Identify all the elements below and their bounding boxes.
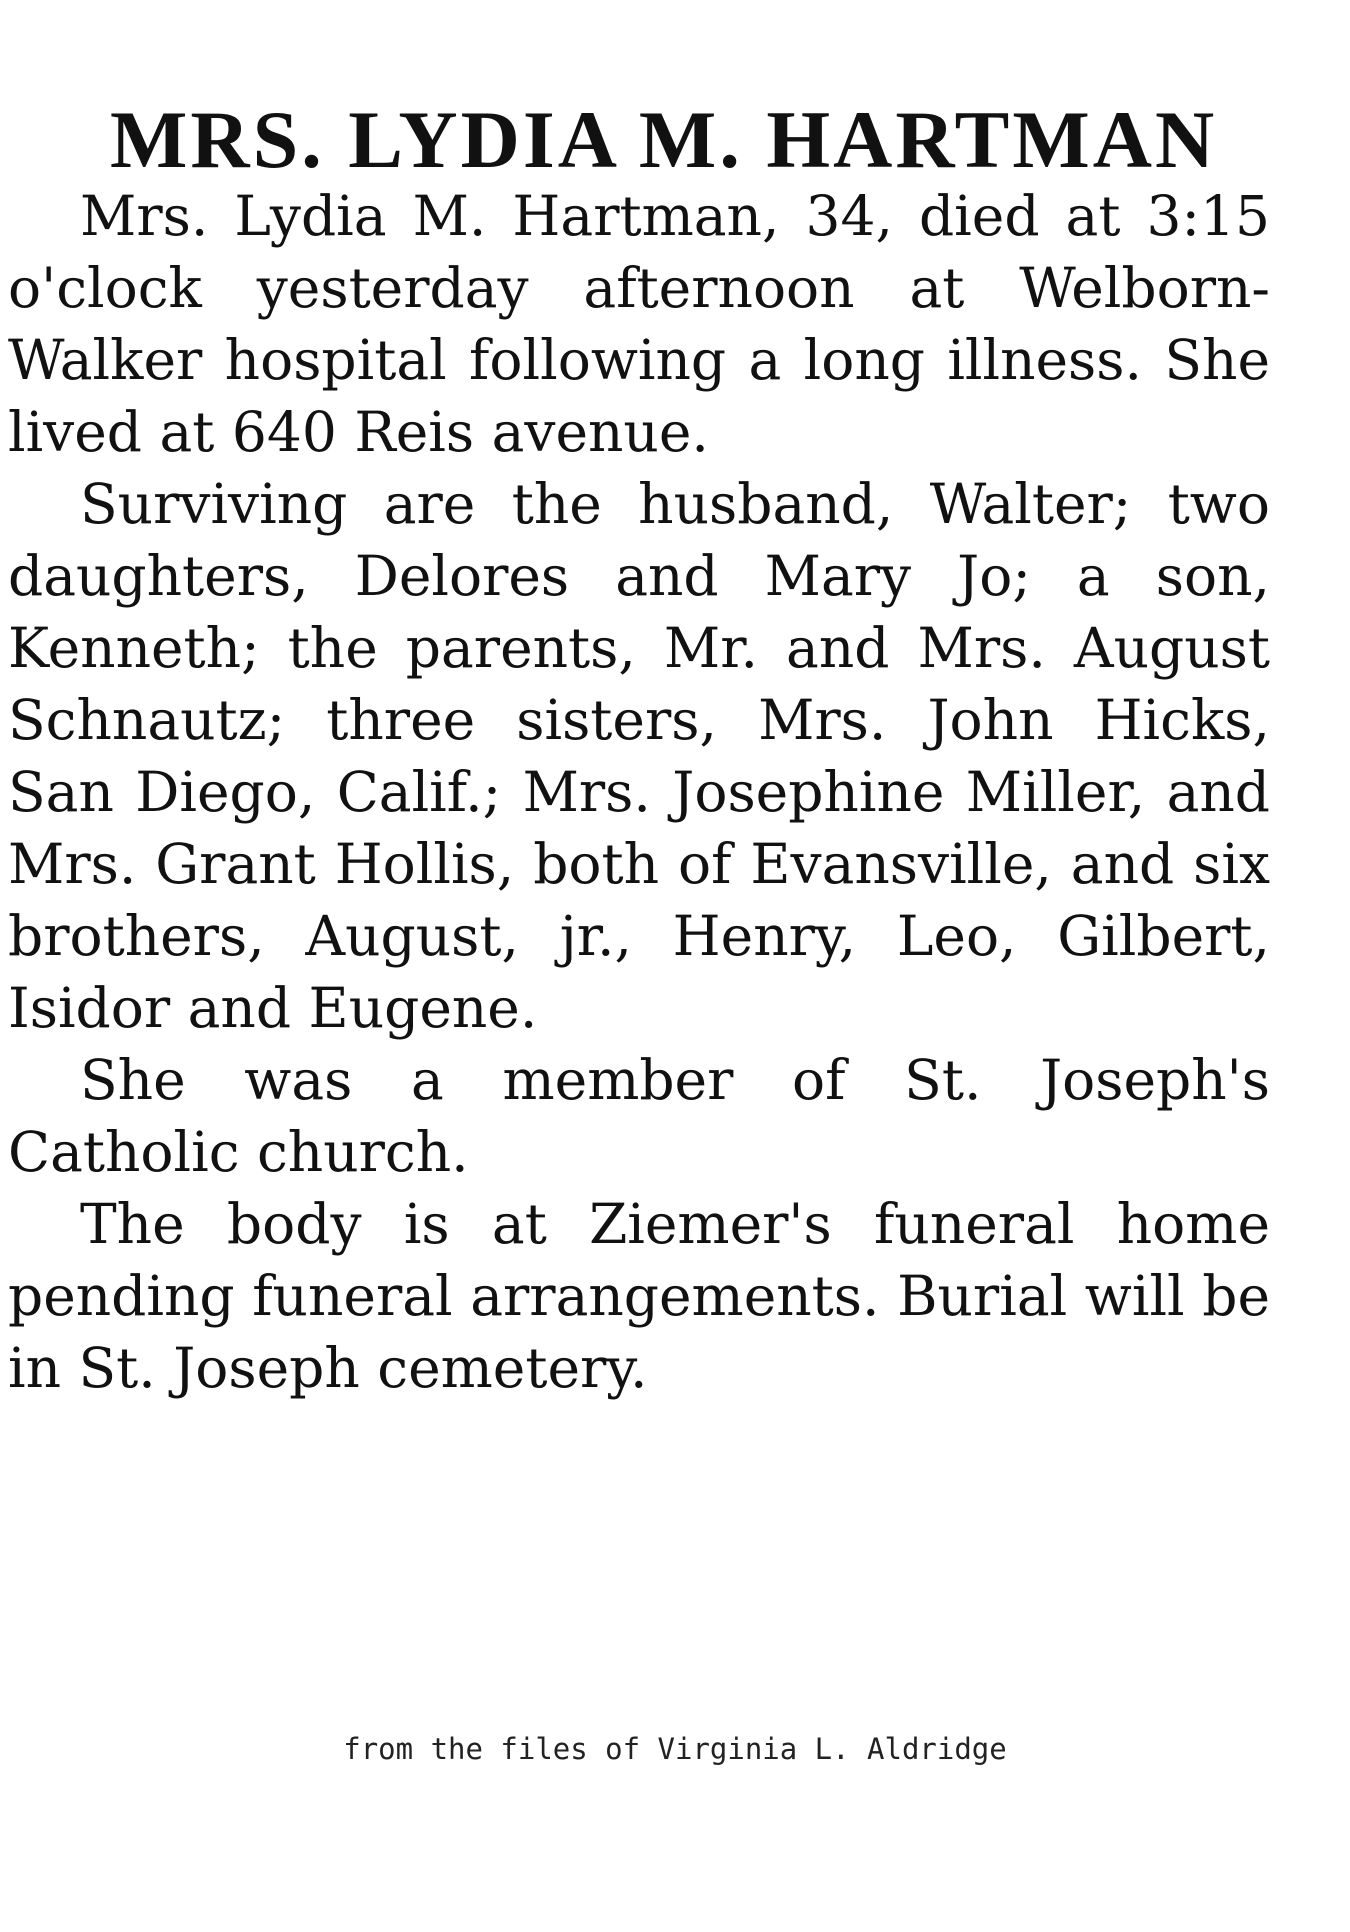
source-credit: from the files of Virginia L. Aldridge [343, 1732, 1007, 1766]
paragraph-church-membership: She was a member of St. Joseph's Catholic church. [8, 1048, 1270, 1184]
paragraph-survivors: Surviving are the husband, Walter; two daughters, Delores and Mary Jo; a son, Kenneth; the parents, Mr. and Mrs. August Schnautz; three sisters, Mrs. John Hicks, San Diego, Calif.; Mrs. Josephine Miller, and Mrs. Grant Hollis, both of Evansville, and six brothers, August, jr., Henry, Leo, Gilbert, Isidor and Eugene. [8, 472, 1270, 1040]
obituary-clipping [0, 94, 1270, 1404]
paragraph-funeral-arrangements: The body is at Ziemer's funeral home pending funeral arrangements. Burial will be in St. Joseph cemetery. [8, 1192, 1270, 1400]
headline: MRS. LYDIA M. HARTMAN [110, 94, 1218, 185]
paragraph-death-notice: Mrs. Lydia M. Hartman, 34, died at 3:15 o'clock yesterday afternoon at Welborn-Walker hospital following a long illness. She lived at 640 Reis avenue. [8, 184, 1270, 464]
